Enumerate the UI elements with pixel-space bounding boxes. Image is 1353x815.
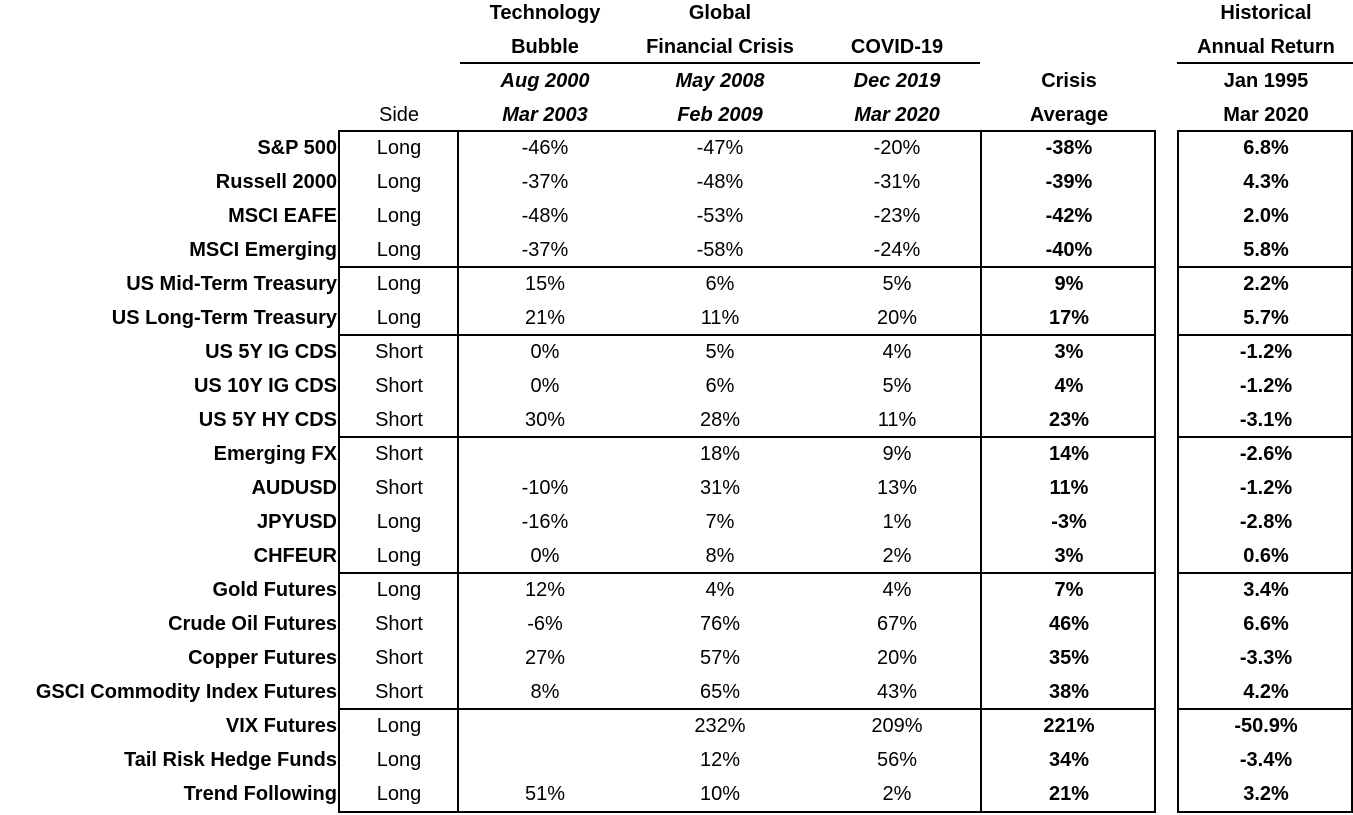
header-tech-date2: Mar 2003 [502,104,588,126]
cell-crisis-average: 9% [1054,273,1084,295]
cell-side: Long [376,171,422,193]
cell-gfc: 11% [700,307,740,329]
cell-crisis-average: -42% [1045,205,1093,227]
cell-crisis-average: 23% [1048,409,1090,431]
cell-gfc: 18% [699,443,741,465]
cell-historical-return: 6.8% [1243,137,1289,159]
cell-gfc: 31% [699,477,741,499]
cell-gfc: 57% [699,647,741,669]
cell-covid: -20% [873,137,921,159]
table-row [0,131,1353,165]
cell-side: Long [376,783,422,805]
cell-historical-return: -3.4% [1239,749,1293,771]
cell-covid: 13% [876,477,918,499]
cell-gfc: 4% [705,579,735,601]
header-hist-line1: Historical [1220,2,1312,24]
cell-crisis-average: 34% [1048,749,1090,771]
cell-covid: 67% [876,613,918,635]
cell-gfc: 232% [694,715,746,737]
cell-covid: 2% [882,545,912,567]
cell-covid: 209% [871,715,923,737]
cell-side: Long [376,715,422,737]
header-gfc-date1: May 2008 [675,70,765,92]
border-before-avg [980,130,982,813]
border-after-side [457,130,459,813]
cell-gfc: 5% [705,341,735,363]
cell-tech-bubble [460,437,630,471]
cell-tech-bubble: 0% [530,545,560,567]
group-sep-treasury [338,334,1156,336]
cell-historical-return: 6.6% [1243,613,1289,635]
cell-crisis-average: 46% [1048,613,1090,635]
cell-tech-bubble: -48% [521,205,569,227]
cell-historical-return: 2.0% [1243,205,1289,227]
table-row [0,607,1353,641]
cell-crisis-average: 3% [1054,545,1084,567]
cell-covid: 43% [876,681,918,703]
cell-historical-return: -3.1% [1239,409,1293,431]
row-label: US Long-Term Treasury [111,307,337,329]
cell-side: Short [375,375,423,397]
cell-side: Long [376,239,422,261]
row-label: US Mid-Term Treasury [126,273,337,295]
cell-historical-return: -1.2% [1239,375,1293,397]
cell-covid: -24% [873,239,921,261]
row-label: AUDUSD [251,477,337,499]
header-gfc-line2: Financial Crisis [646,36,794,58]
table-row [0,573,1353,607]
cell-gfc: 8% [705,545,735,567]
table-row [0,233,1353,267]
cell-crisis-average: -39% [1045,171,1093,193]
cell-gfc: 76% [699,613,741,635]
cell-covid: 4% [882,579,912,601]
cell-gfc: -47% [696,137,744,159]
table-bottom-border [338,811,1156,813]
cell-tech-bubble: 27% [524,647,566,669]
cell-tech-bubble: -6% [527,613,563,635]
table-row [0,505,1353,539]
cell-tech-bubble: -16% [521,511,569,533]
table-top-border [338,130,1156,132]
cell-covid: 5% [882,375,912,397]
group-sep-fx-hist [1177,572,1353,574]
cell-historical-return: 4.3% [1243,171,1289,193]
row-label: CHFEUR [253,545,337,567]
cell-crisis-average: -3% [1051,511,1087,533]
cell-historical-return: -1.2% [1239,477,1293,499]
group-sep-commodity [338,708,1156,710]
cell-historical-return: -2.6% [1239,443,1293,465]
table-row [0,165,1353,199]
group-sep-treasury-hist [1177,334,1353,336]
row-label: JPYUSD [256,511,337,533]
cell-historical-return: 0.6% [1243,545,1289,567]
cell-side: Long [376,307,422,329]
header-covid-date2: Mar 2020 [854,104,940,126]
cell-crisis-average: 14% [1048,443,1090,465]
cell-crisis-average: 7% [1054,579,1084,601]
cell-tech-bubble: 21% [524,307,566,329]
row-label: S&P 500 [257,137,337,159]
cell-gfc: 28% [699,409,741,431]
cell-historical-return: -2.8% [1239,511,1293,533]
header-tech-line2: Bubble [511,36,579,58]
row-label: Russell 2000 [215,171,337,193]
cell-tech-bubble: 12% [524,579,566,601]
cell-gfc: 10% [699,783,741,805]
table-row [0,777,1353,811]
cell-crisis-average: 4% [1054,375,1084,397]
cell-historical-return: -1.2% [1239,341,1293,363]
header-covid-date1: Dec 2019 [853,70,941,92]
header-hist-date2: Mar 2020 [1223,104,1309,126]
row-label: Trend Following [183,783,337,805]
header-gfc-line1: Global [688,2,752,24]
cell-gfc: 65% [699,681,741,703]
cell-covid: 5% [882,273,912,295]
cell-tech-bubble: 0% [530,375,560,397]
group-sep-commodity-hist [1177,708,1353,710]
cell-historical-return: -50.9% [1234,715,1298,737]
table-row [0,437,1353,471]
row-label: Copper Futures [188,647,337,669]
hist-top-border [1177,130,1353,132]
cell-side: Short [375,647,423,669]
header-tech-date1: Aug 2000 [500,70,590,92]
header-side: Side [378,104,420,126]
header-hist-date1: Jan 1995 [1223,70,1309,92]
table-row [0,369,1353,403]
cell-historical-return: 3.2% [1243,783,1289,805]
cell-covid: 1% [882,511,912,533]
cell-side: Long [376,137,422,159]
hist-bottom-border [1177,811,1353,813]
row-label: Emerging FX [213,443,337,465]
group-sep-equity-hist [1177,266,1353,268]
cell-historical-return: 2.2% [1243,273,1289,295]
group-sep-cds [338,436,1156,438]
header-avg-line1: Crisis [1041,70,1097,92]
cell-historical-return: 3.4% [1243,579,1289,601]
table-row [0,641,1353,675]
cell-covid: 11% [877,409,917,431]
cell-gfc: 12% [699,749,741,771]
header-avg-line2: Average [1029,104,1109,126]
cell-crisis-average: 38% [1048,681,1090,703]
header-hist-line2: Annual Return [1197,36,1335,58]
cell-crisis-average: 3% [1054,341,1084,363]
row-label: VIX Futures [225,715,337,737]
cell-historical-return: 4.2% [1243,681,1289,703]
cell-side: Long [376,749,422,771]
border-left [338,130,340,813]
row-label: US 10Y IG CDS [193,375,337,397]
table-row [0,743,1353,777]
cell-historical-return: -3.3% [1239,647,1293,669]
cell-side: Short [375,681,423,703]
cell-tech-bubble [460,709,630,743]
border-hist-left [1177,130,1179,813]
cell-crisis-average: 17% [1048,307,1090,329]
cell-tech-bubble: 30% [524,409,566,431]
cell-side: Short [375,477,423,499]
border-after-avg [1154,130,1156,813]
row-label: GSCI Commodity Index Futures [35,681,337,703]
header-gfc-date2: Feb 2009 [677,104,763,126]
cell-gfc: 6% [705,273,735,295]
table-row [0,675,1353,709]
cell-side: Short [375,409,423,431]
row-label: US 5Y IG CDS [205,341,337,363]
cell-tech-bubble [460,743,630,777]
cell-historical-return: 5.7% [1243,307,1289,329]
cell-side: Short [375,341,423,363]
header-underline-hist [1177,62,1353,64]
header-tech-line1: Technology [489,2,601,24]
table-row [0,539,1353,573]
cell-gfc: 6% [705,375,735,397]
cell-tech-bubble: 0% [530,341,560,363]
cell-side: Short [375,443,423,465]
cell-crisis-average: -40% [1045,239,1093,261]
cell-tech-bubble: -37% [521,239,569,261]
table-row [0,335,1353,369]
cell-tech-bubble: -10% [521,477,569,499]
cell-gfc: 7% [705,511,735,533]
cell-crisis-average: 21% [1048,783,1090,805]
cell-side: Short [375,613,423,635]
table-row [0,471,1353,505]
cell-side: Long [376,545,422,567]
cell-covid: 56% [876,749,918,771]
cell-covid: 9% [882,443,912,465]
cell-covid: 20% [876,647,918,669]
cell-crisis-average: 11% [1049,477,1089,499]
cell-gfc: -58% [696,239,744,261]
cell-tech-bubble: 8% [530,681,560,703]
cell-covid: 4% [882,341,912,363]
row-label: MSCI Emerging [189,239,337,261]
table-row [0,709,1353,743]
cell-covid: 20% [876,307,918,329]
cell-side: Long [376,511,422,533]
cell-covid: -31% [873,171,921,193]
cell-tech-bubble: -46% [521,137,569,159]
table-row [0,267,1353,301]
table-row [0,199,1353,233]
cell-crisis-average: -38% [1045,137,1093,159]
cell-tech-bubble: 51% [524,783,566,805]
group-sep-cds-hist [1177,436,1353,438]
cell-gfc: -48% [696,171,744,193]
table-row [0,301,1353,335]
row-label: Gold Futures [212,579,337,601]
cell-side: Long [376,273,422,295]
cell-crisis-average: 35% [1048,647,1090,669]
cell-tech-bubble: -37% [521,171,569,193]
group-sep-equity [338,266,1156,268]
row-label: US 5Y HY CDS [198,409,337,431]
cell-tech-bubble: 15% [524,273,566,295]
cell-historical-return: 5.8% [1243,239,1289,261]
cell-covid: -23% [873,205,921,227]
row-label: Tail Risk Hedge Funds [124,749,337,771]
cell-gfc: -53% [696,205,744,227]
cell-covid: 2% [882,783,912,805]
group-sep-fx [338,572,1156,574]
cell-side: Long [376,579,422,601]
header-underline-events [460,62,980,64]
row-label: Crude Oil Futures [168,613,337,635]
row-label: MSCI EAFE [228,205,337,227]
cell-side: Long [376,205,422,227]
table-row [0,403,1353,437]
header-covid-line1: COVID-19 [850,36,944,58]
cell-crisis-average: 221% [1043,715,1095,737]
